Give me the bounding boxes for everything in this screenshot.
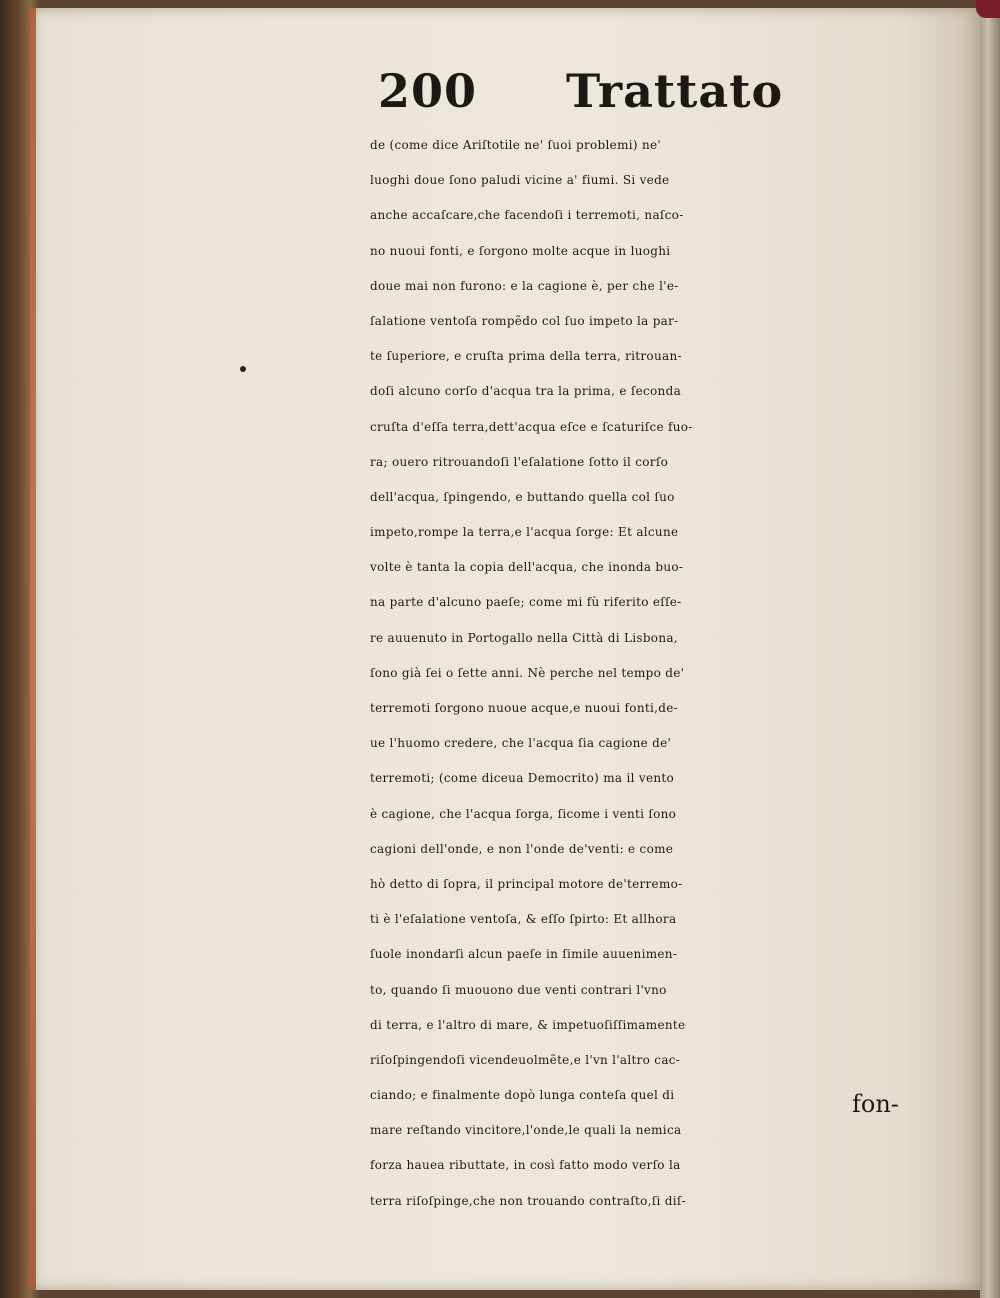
text-line: dell'acqua, ſpingendo, e buttando quella col ſuo bbox=[370, 489, 675, 504]
text-line: terra riſoſpinge,che non trouando contraſto,ſi diſ- bbox=[370, 1193, 686, 1208]
text-line: to, quando ſi muouono due venti contrari l'vno bbox=[370, 982, 667, 997]
adjacent-page-edge bbox=[980, 0, 1000, 1298]
text-line: mare reſtando vincitore,l'onde,le quali la nemica bbox=[370, 1123, 682, 1138]
text-line: ſalatione ventoſa rompẽdo col ſuo impeto la par- bbox=[370, 313, 679, 328]
catchword: fon- bbox=[852, 1090, 899, 1118]
text-line: ue l'huomo credere, che l'acqua ſia cagione de' bbox=[370, 736, 672, 751]
page-edge bbox=[30, 8, 36, 1290]
running-title: Trattato bbox=[566, 64, 784, 118]
text-line: ra; ouero ritrouandoſi l'eſalatione ſotto il corſo bbox=[370, 454, 669, 469]
text-line: cruſta d'eſſa terra,dett'acqua eſce e ſcaturiſce fuo- bbox=[370, 419, 693, 434]
text-line: na parte d'alcuno paeſe; come mi fù riferito eſſe- bbox=[370, 595, 682, 610]
text-line: hò detto di ſopra, il principal motore de'terremo- bbox=[370, 876, 683, 891]
text-line: terremoti ſorgono nuoue acque,e nuoui fonti,de- bbox=[370, 701, 678, 715]
page-header bbox=[378, 64, 948, 124]
text-line: forza hauea ributtate, in così fatto modo verſo la bbox=[370, 1158, 681, 1173]
text-line: ſuole inondarſi alcun paeſe in ſimile auuenimen- bbox=[370, 947, 678, 962]
text-line: terremoti; (come diceua Democrito) ma il vento bbox=[370, 771, 675, 786]
page-number: 200 bbox=[378, 64, 478, 118]
text-line: de (come dice Ariſtotile ne' ſuoi problemi) ne' bbox=[370, 138, 662, 152]
text-line: doſi alcuno corſo d'acqua tra la prima, e ſeconda bbox=[370, 384, 682, 399]
text-line: riſoſpingendoſi vicendeuolmẽte,e l'vn l'altro cac- bbox=[370, 1052, 681, 1067]
text-line: di terra, e l'altro di mare, & impetuoſiſſimamente bbox=[370, 1017, 686, 1032]
text-line: ti è l'eſalatione ventoſa, & eſſo ſpirto: Et allhora bbox=[370, 912, 677, 927]
ink-spot bbox=[240, 366, 246, 372]
text-line: ſono già ſei o ſette anni. Nè perche nel tempo de' bbox=[370, 665, 685, 680]
binding-mark bbox=[976, 0, 1000, 18]
text-line: anche accaſcare,che facendoſi i terremoti, naſco- bbox=[370, 208, 684, 223]
text-line: ciando; e finalmente dopò lunga conteſa quel di bbox=[370, 1088, 675, 1103]
text-line: no nuoui fonti, e ſorgono molte acque in luoghi bbox=[370, 243, 671, 258]
text-line: re auuenuto in Portogallo nella Città di Lisbona, bbox=[370, 630, 678, 645]
text-line: te ſuperiore, e cruſta prima della terra, ritrouan- bbox=[370, 349, 682, 364]
text-line: volte è tanta la copia dell'acqua, che inonda buo- bbox=[370, 560, 684, 575]
body-text bbox=[370, 128, 955, 1219]
text-line: è cagione, che l'acqua ſorga, ſicome i venti ſono bbox=[370, 806, 677, 821]
text-line: doue mai non furono: e la cagione è, per che l'e- bbox=[370, 278, 679, 293]
text-line: cagioni dell'onde, e non l'onde de'venti: e come bbox=[370, 841, 674, 856]
text-line: luoghi doue ſono paludi vicine a' fiumi. Si vede bbox=[370, 173, 670, 188]
text-line: impeto,rompe la terra,e l'acqua ſorge: Et alcune bbox=[370, 525, 679, 540]
